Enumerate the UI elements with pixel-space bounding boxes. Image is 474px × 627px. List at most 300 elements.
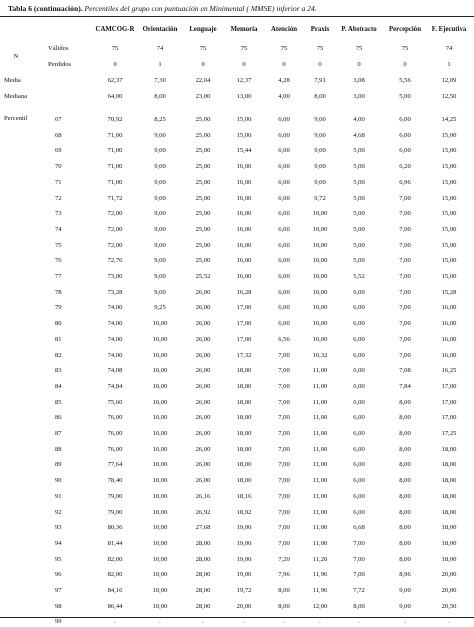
percentile-row-cell: 75,60: [107, 399, 123, 406]
row-label-validos: Válidos: [48, 45, 69, 52]
percentile-row-cell: 20,50: [441, 603, 457, 610]
percentile-row-cell: 12,00: [312, 603, 328, 610]
percentile-row-cell: 16,00: [441, 352, 457, 359]
percentile-row-cell: 7,00: [278, 367, 290, 374]
percentile-row-cell: 77,64: [107, 461, 123, 468]
percentile-number: 96: [55, 571, 62, 578]
table-caption: [8, 3, 470, 15]
percentile-number: 87: [55, 430, 62, 437]
percentile-row-cell: 7,00: [278, 399, 290, 406]
percentile-row-cell: 15,28: [441, 289, 457, 296]
percentile-row-cell: 9,00: [154, 289, 166, 296]
percentile-row-cell: 11,00: [312, 414, 328, 421]
percentile-row-cell: 8,00: [278, 603, 290, 610]
percentile-row-cell: 17,00: [236, 336, 252, 343]
row-label-perdidos: Perdidos: [48, 61, 72, 68]
percentile-row-cell: 16,00: [441, 320, 457, 327]
percentile-row-cell: 72,76: [107, 257, 123, 264]
percentile-row-cell: 8,00: [399, 524, 411, 531]
percentile-row-cell: 8,00: [399, 493, 411, 500]
percentile-row-cell: 6,00: [278, 195, 290, 202]
media-cell: 3,08: [353, 77, 365, 84]
percentile-row-cell: 71,00: [107, 179, 123, 186]
percentile-row-cell: 28,00: [195, 540, 211, 547]
percentile-row-cell: 16,00: [236, 242, 252, 249]
percentile-row-cell: 11,00: [312, 524, 328, 531]
percentile-row-cell: 79,00: [107, 493, 123, 500]
percentile-row-cell: 6,00: [353, 399, 365, 406]
percentile-number: 97: [55, 587, 62, 594]
percentile-row-cell: 9,00: [154, 273, 166, 280]
percentile-row-cell: 7,20: [278, 556, 290, 563]
percentile-row-cell: 18,00: [236, 399, 252, 406]
percentile-row-cell: 10,00: [152, 367, 168, 374]
percentile-row-cell: 10,00: [312, 210, 328, 217]
percentile-row-cell: 6,00: [278, 116, 290, 123]
percentile-row-cell: 25,00: [195, 257, 211, 264]
percentile-row-cell: 6,00: [278, 210, 290, 217]
percentile-row-cell: 7,00: [353, 540, 365, 547]
percentile-row-cell: 18,00: [236, 477, 252, 484]
percentile-row-cell: 74,84: [107, 383, 123, 390]
percentile-row-cell: 6,56: [278, 336, 290, 343]
percentile-row-cell: 28,00: [195, 587, 211, 594]
percentile-row-cell: 26,00: [195, 367, 211, 374]
percentile-row-cell: 7,00: [278, 383, 290, 390]
percentile-row-cell: 15,00: [236, 132, 252, 139]
percentile-row-cell: 26,00: [195, 414, 211, 421]
percentile-row-cell: 8,00: [399, 399, 411, 406]
percentile-row-cell: 6,00: [353, 414, 365, 421]
percentile-row-cell: 10,00: [152, 336, 168, 343]
percentile-row-cell: .: [114, 618, 116, 625]
percentile-number: 99: [55, 618, 62, 625]
percentile-row-cell: 18,00: [236, 446, 252, 453]
percentile-row-cell: 10,00: [312, 226, 328, 233]
percentile-row-cell: 4,68: [353, 132, 365, 139]
mediana-cell: 13,00: [236, 93, 252, 100]
percentile-row-cell: 25,00: [195, 179, 211, 186]
percentile-row-cell: 10,00: [152, 556, 168, 563]
percentile-row-cell: 11,00: [312, 446, 328, 453]
perdidos-cell: 0: [242, 61, 246, 68]
percentile-row-cell: 26,00: [195, 336, 211, 343]
percentile-row-cell: .: [448, 618, 450, 625]
percentile-row-cell: 26,00: [195, 383, 211, 390]
percentile-row-cell: 72,00: [107, 242, 123, 249]
percentile-row-cell: 28,00: [195, 556, 211, 563]
percentile-number: 74: [55, 226, 62, 233]
percentile-row-cell: 9,00: [399, 587, 411, 594]
percentile-row-cell: 10,00: [152, 461, 168, 468]
percentile-row-cell: 14,25: [441, 116, 457, 123]
percentile-row-cell: 7,00: [399, 304, 411, 311]
media-cell: 62,37: [107, 77, 123, 84]
percentile-row-cell: 9,00: [314, 116, 326, 123]
percentile-number: 80: [55, 320, 62, 327]
percentile-row-cell: 8,00: [399, 540, 411, 547]
percentile-number: 95: [55, 556, 62, 563]
percentile-row-cell: 81,44: [107, 540, 123, 547]
percentile-row-cell: 18,00: [236, 414, 252, 421]
percentile-row-cell: 10,00: [152, 493, 168, 500]
validos-cell: 75: [355, 45, 363, 52]
percentile-row-cell: 5,00: [353, 195, 365, 202]
percentile-row-cell: 7,00: [399, 289, 411, 296]
percentile-row-cell: 17,00: [236, 320, 252, 327]
column-header: Praxis: [310, 26, 330, 33]
percentile-row-cell: 25,00: [195, 242, 211, 249]
media-cell: 7,30: [154, 77, 166, 84]
percentile-row-cell: .: [319, 618, 321, 625]
percentile-row-cell: 5,52: [353, 273, 365, 280]
percentile-row-cell: 76,00: [107, 430, 123, 437]
percentile-number: 84: [55, 383, 62, 390]
percentile-row-cell: 74,08: [107, 367, 123, 374]
percentile-row-cell: 6,20: [399, 163, 411, 170]
percentile-row-cell: 11,00: [312, 493, 328, 500]
percentile-row-cell: 11,00: [312, 430, 328, 437]
percentile-row-cell: 10,00: [312, 320, 328, 327]
percentile-row-cell: 9,00: [154, 242, 166, 249]
table-caption-label: Tabla 6 (continuación).: [8, 4, 83, 13]
percentile-row-cell: 10,00: [152, 446, 168, 453]
row-label-media: Media: [4, 77, 21, 84]
perdidos-cell: 0: [201, 61, 205, 68]
percentile-row-cell: 6,00: [278, 179, 290, 186]
percentile-row-cell: 17,32: [236, 352, 252, 359]
percentile-row-cell: 10,00: [152, 414, 168, 421]
percentile-number: 90: [55, 477, 62, 484]
percentile-row-cell: 9,72: [314, 195, 326, 202]
percentile-row-cell: 18,00: [441, 509, 457, 516]
percentile-row-cell: 6,00: [353, 493, 365, 500]
validos-cell: 75: [199, 45, 207, 52]
percentile-row-cell: 17,25: [441, 430, 457, 437]
percentile-row-cell: 9,00: [154, 226, 166, 233]
percentile-row-cell: 6,00: [278, 273, 290, 280]
percentile-row-cell: 16,28: [236, 289, 252, 296]
percentile-number: 92: [55, 509, 62, 516]
mediana-cell: 5,00: [399, 93, 411, 100]
percentile-row-cell: 7,00: [399, 226, 411, 233]
percentile-row-cell: .: [404, 618, 406, 625]
percentile-row-cell: 8,00: [399, 461, 411, 468]
percentile-row-cell: 17,00: [236, 304, 252, 311]
percentile-row-cell: 7,00: [399, 210, 411, 217]
percentile-row-cell: 26,00: [195, 304, 211, 311]
percentile-row-cell: 70,92: [107, 116, 123, 123]
percentile-row-cell: 28,00: [195, 571, 211, 578]
column-header: Lenguaje: [189, 26, 217, 33]
percentile-row-cell: 19,00: [236, 524, 252, 531]
percentile-row-cell: 6,00: [353, 509, 365, 516]
percentile-row-cell: 15,00: [441, 257, 457, 264]
percentile-row-cell: 9,25: [154, 304, 166, 311]
percentile-row-cell: 6,00: [278, 226, 290, 233]
percentile-row-cell: 8,00: [399, 509, 411, 516]
percentile-row-cell: 16,00: [236, 179, 252, 186]
percentile-row-cell: 73,28: [107, 289, 123, 296]
percentile-row-cell: 26,16: [195, 493, 211, 500]
percentile-row-cell: 6,00: [278, 320, 290, 327]
percentile-row-cell: 16,00: [236, 273, 252, 280]
perdidos-cell: 1: [158, 61, 162, 68]
percentile-row-cell: 72,00: [107, 226, 123, 233]
percentile-row-cell: 16,00: [441, 336, 457, 343]
percentile-number: 85: [55, 399, 62, 406]
validos-cell: 75: [111, 45, 119, 52]
percentile-row-cell: 5,00: [353, 163, 365, 170]
percentile-row-cell: 17,00: [441, 414, 457, 421]
percentile-row-cell: 10,00: [152, 383, 168, 390]
percentile-row-cell: 25,00: [195, 195, 211, 202]
percentile-row-cell: 5,00: [353, 242, 365, 249]
percentile-number: 76: [55, 257, 62, 264]
percentile-row-cell: 19,00: [236, 540, 252, 547]
percentile-row-cell: 7,00: [353, 571, 365, 578]
percentile-row-cell: 7,08: [399, 367, 411, 374]
percentile-row-cell: 16,00: [441, 304, 457, 311]
percentile-row-cell: 26,00: [195, 430, 211, 437]
percentile-row-cell: 7,84: [399, 383, 411, 390]
percentile-row-cell: 26,00: [195, 289, 211, 296]
percentile-number: 75: [55, 242, 62, 249]
percentile-row-cell: 20,00: [236, 603, 252, 610]
percentile-row-cell: 7,00: [278, 461, 290, 468]
percentile-row-cell: 10,00: [312, 336, 328, 343]
percentile-row-cell: 26,00: [195, 477, 211, 484]
percentile-row-cell: 26,00: [195, 399, 211, 406]
percentile-row-cell: 11,96: [312, 587, 328, 594]
percentile-number: 67: [55, 116, 62, 123]
percentile-row-cell: 10,00: [312, 257, 328, 264]
mediana-cell: 12,50: [441, 93, 457, 100]
percentile-row-cell: 9,00: [154, 132, 166, 139]
percentile-row-cell: 20,00: [441, 587, 457, 594]
percentile-row-cell: 9,00: [154, 210, 166, 217]
percentile-row-cell: 7,00: [353, 556, 365, 563]
percentile-row-cell: 16,00: [236, 210, 252, 217]
percentile-row-cell: 7,00: [399, 336, 411, 343]
validos-cell: 74: [445, 45, 453, 52]
column-header: Atención: [270, 26, 298, 33]
percentile-row-cell: 74,00: [107, 336, 123, 343]
percentile-row-cell: 71,00: [107, 132, 123, 139]
row-label-percentil: Percentil: [4, 115, 28, 122]
percentile-row-cell: 25,00: [195, 147, 211, 154]
percentile-row-cell: 19,00: [236, 556, 252, 563]
percentile-number: 91: [55, 493, 62, 500]
percentile-row-cell: 6,00: [278, 242, 290, 249]
perdidos-cell: 1: [447, 61, 451, 68]
percentile-row-cell: 7,00: [399, 257, 411, 264]
percentile-row-cell: 18,00: [441, 446, 457, 453]
percentile-row-cell: 6,00: [353, 477, 365, 484]
percentile-row-cell: 25,00: [195, 226, 211, 233]
table-caption-text: Percentiles del grupo con puntuación en Minimental ( MMSE) inferior a 24.: [84, 4, 317, 13]
percentile-row-cell: 8,00: [399, 556, 411, 563]
percentile-row-cell: .: [202, 618, 204, 625]
table-top-rule: [0, 16, 474, 17]
percentile-row-cell: 10,00: [152, 320, 168, 327]
percentile-row-cell: 10,00: [152, 524, 168, 531]
percentile-row-cell: 86,44: [107, 603, 123, 610]
validos-cell: 75: [280, 45, 288, 52]
media-cell: 4,28: [278, 77, 290, 84]
percentile-row-cell: 6,00: [278, 147, 290, 154]
media-cell: 12,37: [236, 77, 252, 84]
percentile-row-cell: 18,00: [441, 461, 457, 468]
percentile-row-cell: 25,00: [195, 116, 211, 123]
percentile-number: 83: [55, 367, 62, 374]
percentile-row-cell: 6,00: [278, 289, 290, 296]
percentile-row-cell: 8,00: [278, 587, 290, 594]
percentile-row-cell: 20,00: [441, 571, 457, 578]
percentile-row-cell: 6,00: [278, 163, 290, 170]
percentile-number: 79: [55, 304, 62, 311]
percentile-row-cell: 7,00: [278, 524, 290, 531]
percentile-row-cell: 9,00: [154, 147, 166, 154]
percentile-row-cell: 7,72: [353, 587, 365, 594]
percentile-row-cell: 5,00: [353, 226, 365, 233]
percentile-row-cell: 18,00: [441, 477, 457, 484]
percentile-row-cell: 10,00: [152, 603, 168, 610]
percentile-number: 93: [55, 524, 62, 531]
percentile-number: 70: [55, 163, 62, 170]
mediana-cell: 4,00: [278, 93, 290, 100]
percentile-row-cell: 5,00: [353, 210, 365, 217]
percentile-row-cell: 18,00: [236, 461, 252, 468]
percentile-row-cell: 8,96: [399, 571, 411, 578]
percentile-row-cell: 6,00: [399, 147, 411, 154]
percentile-row-cell: 8,00: [399, 414, 411, 421]
validos-cell: 75: [316, 45, 324, 52]
percentile-number: 71: [55, 179, 62, 186]
percentile-row-cell: 8,25: [154, 116, 166, 123]
percentile-row-cell: 11,00: [312, 383, 328, 390]
percentile-row-cell: 19,72: [236, 587, 252, 594]
percentile-row-cell: 9,00: [154, 257, 166, 264]
percentile-row-cell: 11,00: [312, 477, 328, 484]
percentile-number: 77: [55, 273, 62, 280]
percentile-row-cell: 10,32: [312, 352, 328, 359]
percentile-row-cell: 10,00: [152, 571, 168, 578]
percentile-row-cell: 18,00: [441, 540, 457, 547]
percentile-row-cell: 71,00: [107, 147, 123, 154]
percentile-row-cell: 16,00: [236, 195, 252, 202]
percentile-row-cell: 10,00: [312, 304, 328, 311]
percentile-row-cell: 9,00: [154, 179, 166, 186]
percentile-row-cell: 10,00: [152, 399, 168, 406]
column-header: Orientación: [142, 26, 178, 33]
percentile-row-cell: 18,92: [236, 509, 252, 516]
percentile-row-cell: 6,00: [353, 320, 365, 327]
percentile-number: 78: [55, 289, 62, 296]
percentile-row-cell: 5,00: [353, 147, 365, 154]
percentile-number: 98: [55, 603, 62, 610]
percentile-row-cell: 16,00: [236, 257, 252, 264]
column-header: Percepción: [389, 26, 421, 33]
percentile-row-cell: 82,00: [107, 571, 123, 578]
percentile-row-cell: 6,00: [353, 336, 365, 343]
percentile-row-cell: .: [358, 618, 360, 625]
column-header: F. Ejecutiva: [431, 26, 467, 33]
percentile-row-cell: 74,00: [107, 304, 123, 311]
percentile-row-cell: 7,00: [278, 477, 290, 484]
percentile-row-cell: 15,00: [441, 226, 457, 233]
percentile-row-cell: 10,00: [152, 587, 168, 594]
percentile-row-cell: 11,96: [312, 571, 328, 578]
media-cell: 7,91: [314, 77, 326, 84]
percentile-row-cell: 15,00: [236, 116, 252, 123]
percentile-number: 69: [55, 147, 62, 154]
percentile-row-cell: 6,00: [353, 304, 365, 311]
percentile-row-cell: 8,00: [399, 430, 411, 437]
percentile-row-cell: 76,00: [107, 414, 123, 421]
percentile-row-cell: 7,00: [399, 242, 411, 249]
percentile-number: 88: [55, 446, 62, 453]
percentile-row-cell: 10,00: [152, 540, 168, 547]
percentile-row-cell: 6,00: [353, 446, 365, 453]
percentile-row-cell: 26,00: [195, 461, 211, 468]
percentile-row-cell: 15,00: [441, 195, 457, 202]
percentile-row-cell: 18,00: [441, 524, 457, 531]
mediana-cell: 64,00: [107, 93, 123, 100]
validos-cell: 75: [401, 45, 409, 52]
percentile-row-cell: 7,00: [278, 414, 290, 421]
percentile-row-cell: 71,00: [107, 163, 123, 170]
percentile-row-cell: 72,00: [107, 210, 123, 217]
validos-cell: 75: [240, 45, 248, 52]
percentile-row-cell: 7,96: [278, 571, 290, 578]
percentile-row-cell: 6,00: [353, 289, 365, 296]
percentile-row-cell: 7,00: [278, 430, 290, 437]
percentile-row-cell: 15,00: [441, 210, 457, 217]
percentile-row-cell: 9,00: [314, 132, 326, 139]
percentile-number: 94: [55, 540, 62, 547]
percentile-row-cell: 8,00: [399, 446, 411, 453]
percentile-row-cell: 10,00: [312, 273, 328, 280]
percentile-number: 68: [55, 132, 62, 139]
media-cell: 22,04: [195, 77, 211, 84]
percentile-row-cell: 16,25: [441, 367, 457, 374]
perdidos-cell: 0: [318, 61, 322, 68]
percentile-row-cell: 17,00: [441, 399, 457, 406]
percentile-row-cell: 7,00: [278, 493, 290, 500]
percentile-row-cell: 6,00: [278, 257, 290, 264]
row-label-n: N: [13, 53, 19, 60]
percentile-row-cell: 10,00: [152, 352, 168, 359]
percentile-row-cell: 7,00: [278, 509, 290, 516]
percentile-row-cell: 15,44: [236, 147, 252, 154]
percentile-row-cell: 18,00: [441, 556, 457, 563]
percentile-row-cell: 6,00: [278, 304, 290, 311]
percentile-row-cell: 7,00: [399, 273, 411, 280]
perdidos-cell: 0: [282, 61, 286, 68]
percentile-row-cell: 6,00: [353, 367, 365, 374]
percentile-row-cell: 7,00: [399, 320, 411, 327]
percentile-row-cell: 15,00: [441, 273, 457, 280]
media-cell: 12,09: [441, 77, 457, 84]
perdidos-cell: 0: [357, 61, 361, 68]
percentile-row-cell: 6,00: [278, 132, 290, 139]
percentile-number: 73: [55, 210, 62, 217]
percentile-row-cell: 25,52: [195, 273, 211, 280]
mediana-cell: 8,00: [154, 93, 166, 100]
percentile-row-cell: 15,00: [441, 132, 457, 139]
percentile-row-cell: 11,00: [312, 461, 328, 468]
